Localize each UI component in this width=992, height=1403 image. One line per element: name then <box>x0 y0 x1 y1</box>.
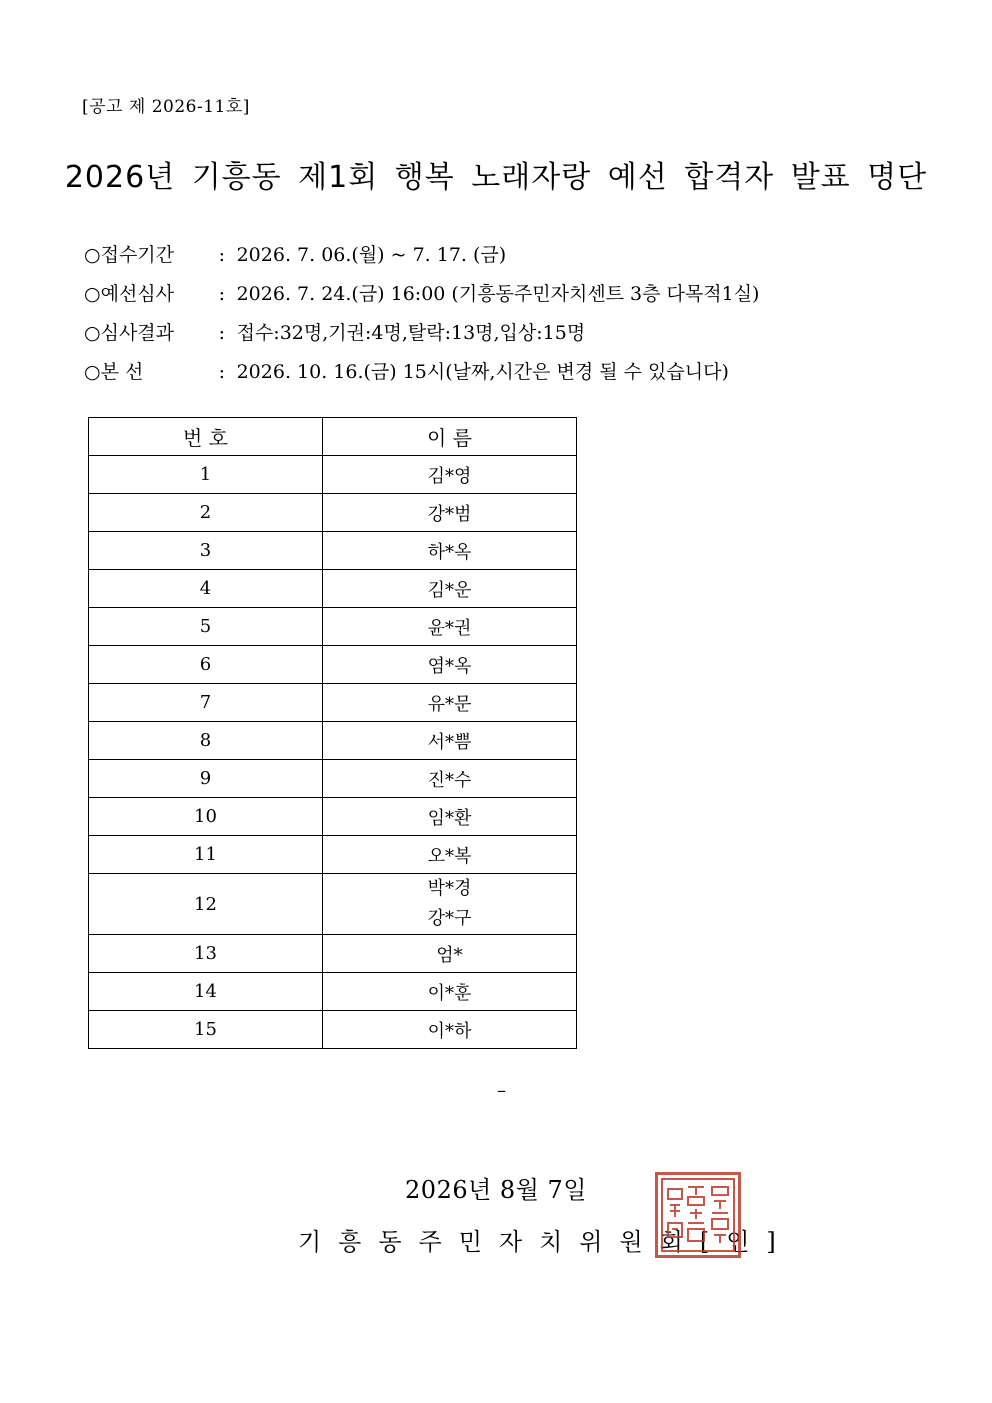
winner-name-cell <box>323 1011 577 1049</box>
winner-name: 유*문 <box>427 693 472 715</box>
table-row <box>89 760 577 798</box>
table-header-row <box>89 418 577 456</box>
info-value: 2026. 10. 16.(금) 15시(날짜,시간은 변경 될 수 있습니다) <box>236 361 729 383</box>
winner-number: 14 <box>89 973 323 1011</box>
winner-name-cell <box>323 684 577 722</box>
winner-number: 3 <box>89 532 323 570</box>
winner-name: 이*훈 <box>427 982 472 1004</box>
table-row <box>89 570 577 608</box>
bullet-icon: ○ <box>84 322 101 344</box>
table-row <box>89 456 577 494</box>
table-row <box>89 973 577 1011</box>
winner-number: 12 <box>89 874 323 935</box>
organization-name: 기흥동주민자치위원회[인] <box>298 1228 793 1256</box>
table-row <box>89 608 577 646</box>
winner-number: 10 <box>89 798 323 836</box>
official-seal-stamp <box>655 1172 741 1258</box>
winner-name: 김*영 <box>427 465 472 487</box>
info-label: 심사결과 <box>100 322 175 344</box>
bullet-icon: ○ <box>84 361 101 383</box>
column-header-name: 이 름 <box>323 418 577 456</box>
table-row <box>89 684 577 722</box>
winner-name-cell <box>323 608 577 646</box>
seal-icon <box>658 1175 738 1255</box>
notice-number: [공고 제 2026-11호] <box>82 97 250 117</box>
winner-name-cell <box>323 494 577 532</box>
winner-name: 강*구 <box>427 908 472 929</box>
table-row <box>89 874 577 935</box>
winner-name: 윤*권 <box>427 617 472 639</box>
winner-name: 하*옥 <box>427 541 472 563</box>
winner-name: 진*수 <box>427 769 472 791</box>
info-separator: : <box>218 322 225 344</box>
winner-name-cell <box>323 798 577 836</box>
table-row <box>89 798 577 836</box>
issue-date: 2026년 8월 7일 <box>405 1176 587 1204</box>
info-separator: : <box>218 361 225 383</box>
winner-number: 1 <box>89 456 323 494</box>
winner-name: 이*하 <box>427 1020 472 1042</box>
column-header-number: 번 호 <box>89 418 323 456</box>
winner-name-cell <box>323 760 577 798</box>
winner-number: 8 <box>89 722 323 760</box>
winner-name: 임*환 <box>427 807 472 829</box>
winner-number: 6 <box>89 646 323 684</box>
table-row <box>89 532 577 570</box>
winner-number: 4 <box>89 570 323 608</box>
winner-name: 서*쁨 <box>427 731 472 753</box>
winner-number: 9 <box>89 760 323 798</box>
info-label: 예선심사 <box>100 283 175 305</box>
info-value: 2026. 7. 24.(금) 16:00 (기흥동주민자치센트 3층 다목적1실) <box>236 283 760 305</box>
table-body <box>89 456 577 1049</box>
info-row-reception-period <box>84 238 759 277</box>
winner-name: 강*범 <box>427 503 472 525</box>
winner-name-cell <box>323 935 577 973</box>
page-dash: – <box>497 1080 506 1101</box>
info-value: 2026. 7. 06.(월) ~ 7. 17. (금) <box>236 244 507 266</box>
winner-number: 7 <box>89 684 323 722</box>
info-label: 본 선 <box>100 361 144 383</box>
winner-name: 박*경 <box>427 878 472 899</box>
info-row-preliminary <box>84 277 759 316</box>
winner-name: 염*옥 <box>427 655 472 677</box>
info-list <box>84 238 759 394</box>
winner-name-cell <box>323 532 577 570</box>
table-row <box>89 494 577 532</box>
table-row <box>89 935 577 973</box>
document-title: 2026년 기흥동 제1회 행복 노래자랑 예선 합격자 발표 명단 <box>64 160 928 195</box>
winner-name-cell <box>323 836 577 874</box>
table-row <box>89 836 577 874</box>
winner-number: 11 <box>89 836 323 874</box>
info-row-results <box>84 316 759 355</box>
winner-name: 오*복 <box>427 845 472 867</box>
winner-number: 2 <box>89 494 323 532</box>
winner-name: 엄* <box>436 944 463 966</box>
info-separator: : <box>218 244 225 266</box>
info-value: 접수:32명,기권:4명,탈락:13명,입상:15명 <box>236 322 586 344</box>
winner-name-cell <box>323 874 577 935</box>
table-row <box>89 646 577 684</box>
info-separator: : <box>218 283 225 305</box>
bullet-icon: ○ <box>84 283 101 305</box>
winner-number: 15 <box>89 1011 323 1049</box>
winner-number: 5 <box>89 608 323 646</box>
winner-name-cell <box>323 456 577 494</box>
winner-name-cell <box>323 722 577 760</box>
winner-number: 13 <box>89 935 323 973</box>
winners-table <box>88 417 577 1049</box>
info-label: 접수기간 <box>100 244 175 266</box>
table-row <box>89 1011 577 1049</box>
winner-name: 김*운 <box>427 579 472 601</box>
winner-name-cell <box>323 646 577 684</box>
winner-name-cell <box>323 570 577 608</box>
winner-name-cell <box>323 973 577 1011</box>
bullet-icon: ○ <box>84 244 101 266</box>
info-row-final <box>84 355 759 394</box>
table-row <box>89 722 577 760</box>
